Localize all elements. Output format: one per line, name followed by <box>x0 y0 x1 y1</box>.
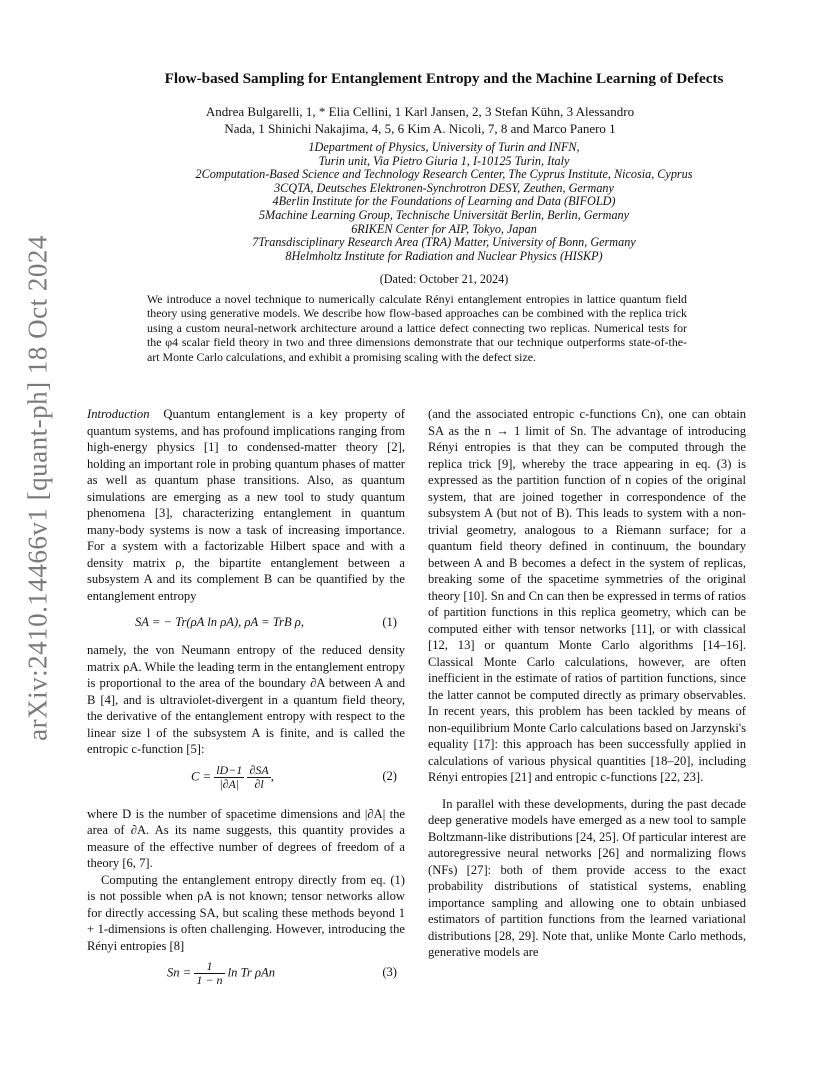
fraction: $\frac{lD-1}{|\partial A|}$ <box>216 762 243 791</box>
equation-3 <box>87 958 405 998</box>
affiliation: 8Helmholtz Institute for Radiation and Nuclear Physics (HISKP) <box>285 248 603 263</box>
affiliation: 4Berlin Institute for the Foundations of Learning and Data (BIFOLD) <box>272 194 616 209</box>
affiliation: 2Computation-Based Science and Technology Research Center, The Cyprus Institute, Nicosia, Cyprus <box>195 167 693 182</box>
fraction: $\frac{\partial SA}{\partial l}$ <box>249 762 269 791</box>
paragraph: Computing the entanglement entropy directly from eq. (1) is not possible when ρA is not known; tensor networks allow for directly accessing SA, but scaling these methods beyond 1 + 1-dimensions is often challenging. However, introducing the Rényi entropies [8] <box>87 872 405 953</box>
left-column <box>87 406 405 1002</box>
paper-title: Flow-based Sampling for Entanglement Entropy and the Machine Learning of Defects <box>164 70 724 87</box>
paragraph: where D is the number of spacetime dimensions and |∂A| the area of ∂A. As its name suggests, this quantity provides a measure of the effective number of degrees of freedom of a theory [6, 7]. <box>87 806 405 870</box>
author-line-2: Nada, 1 Shinichi Nakajima, 4, 5, 6 Kim A. Nicoli, 7, 8 and Marco Panero 1 <box>224 121 616 136</box>
equation-1 <box>87 608 405 638</box>
affiliation: 7Transdisciplinary Research Area (TRA) Matter, University of Bonn, Germany <box>252 235 636 250</box>
equation-2: C = $\frac{lD-1}{|\partial A|}$ $\frac{\partial SA}{\partial l}$ , (2) <box>191 762 397 791</box>
paragraph-text: Quantum entanglement is a key property of quantum systems, and has profound implications ranging from high-energy physics [1] to condensed-matter theory [2], holding an important role in probing quantum phases of matter as well as quantum phase transitions. Also, as quantum simulations are emerging as a new tool to study quantum phenomena [3], characterizing entanglement in quantum many-body systems is now a task of increasing importance. For a system with a factorizable Hilbert space and with a density matrix ρ, the bipartite entanglement between a subsystem A and its complement B can be quantified by the entanglement entropy <box>87 407 406 603</box>
affiliation: 1Department of Physics, University of Turin and INFN, <box>308 140 580 154</box>
affiliation: 5Machine Learning Group, Technische Universität Berlin, Berlin, Germany <box>258 207 630 222</box>
equation-number: (1) <box>382 615 397 629</box>
author-line-1: Andrea Bulgarelli, 1, * Elia Cellini, 1 Karl Jansen, 2, 3 Stefan Kühn, 3 Alessandro <box>205 104 635 119</box>
equation-lhs: Sn = <box>167 965 192 980</box>
intro-paragraph <box>87 406 405 604</box>
fraction: $\frac{1}{1 - n}$ <box>196 959 223 987</box>
date-line: (Dated: October 21, 2024) <box>379 272 509 286</box>
author-list <box>140 103 700 137</box>
abstract: We introduce a novel technique to numerically calculate Rényi entanglement entropies in lattice quantum field theory using generative models. We describe how flow-based approaches can be combined with the replica trick using a custom neural-network architecture around a lattice defect connecting two replicas. Numerical tests for the φ4 scalar field theory in two and three dimensions demonstrate that our technique outperforms state-of-the-art Monte Carlo calculations, and exhibit a promising scaling with the defect size. <box>147 292 687 364</box>
equation-number: (3) <box>382 965 397 979</box>
equation-number: (2) <box>382 768 397 783</box>
arxiv-identifier: arXiv:2410.14466v1 [quant-ph] 18 Oct 2024 <box>22 235 53 741</box>
section-lead: Introduction <box>87 407 150 421</box>
affiliation: Turin unit, Via Pietro Giuria 1, I-10125 Turin, Italy <box>318 153 570 168</box>
equation-body: SA = − Tr(ρA ln ρA), ρA = TrB ρ, <box>135 615 304 629</box>
affiliations <box>60 141 828 263</box>
paragraph: (and the associated entropic c-functions Cn), one can obtain SA as the n → 1 limit of Sn. The advantage of introducing Rényi entropies is that they can be computed through the replica trick [9], whereby the trace appearing in eq. (3) is expressed as the partition function of n copies of the original system, that are joined together in correspondence of the subsystem A (but not of B). This leads to system with a non-trivial geometry, analogous to a Riemann surface; for a quantum field theory defined in continuum, the boundary between A and B becomes a defect in the system of replicas, breaking some of the spacetime symmetries of the original theory [10]. Sn and Cn can then be expressed in terms of ratios of partition functions in this replica geometry, which can be computed either with tensor networks [11], or with classical [12, 13] or quantum Monte Carlo algorithms [14–16]. Classical Monte Carlo calculations, however, are often inefficient in the estimate of ratios of partition functions, since the latter cannot be computed directly as primary observables. In recent years, this problem has been tackled by means of non-equilibrium Monte Carlo calculations based on Jarzynski's equality [17]: this approach has been successfully applied in calculations of various physical quantities [18–20], including Rényi entropies [21] and entropic c-functions [22, 23]. <box>428 407 746 784</box>
equation-lhs: C = <box>191 768 212 783</box>
paragraph: In parallel with these developments, during the past decade deep generative models have emerged as a new tool to sample Boltzmann-like distributions [24, 25]. Of particular interest are autoregressive neural networks [26] and normalizing flows (NFs) [27]: both of them provide access to the exact probability distributions of statistical systems, enabling importance sampling and allowing one to obtain unbiased estimators of partition functions from the learned variational distributions [28, 29]. Note that, unlike Monte Carlo methods, generative models are <box>428 796 746 959</box>
right-column <box>428 406 746 961</box>
paragraph: namely, the von Neumann entropy of the reduced density matrix ρA. While the leading term in the entanglement entropy is proportional to the area of the boundary ∂A between A and B [4], and is ultraviolet-divergent in a quantum field theory, the derivative of the entanglement entropy with respect to the linear size l of the subsystem A is finite, and is called the entropic c-function [5]: <box>87 643 405 756</box>
equation-rhs: ln Tr ρAn <box>227 965 276 980</box>
affiliation: 6RIKEN Center for AIP, Tokyo, Japan <box>351 221 537 236</box>
arxiv-side-label <box>18 235 58 741</box>
affiliation: 3CQTA, Deutsches Elektronen-Synchrotron DESY, Zeuthen, Germany <box>274 180 614 195</box>
